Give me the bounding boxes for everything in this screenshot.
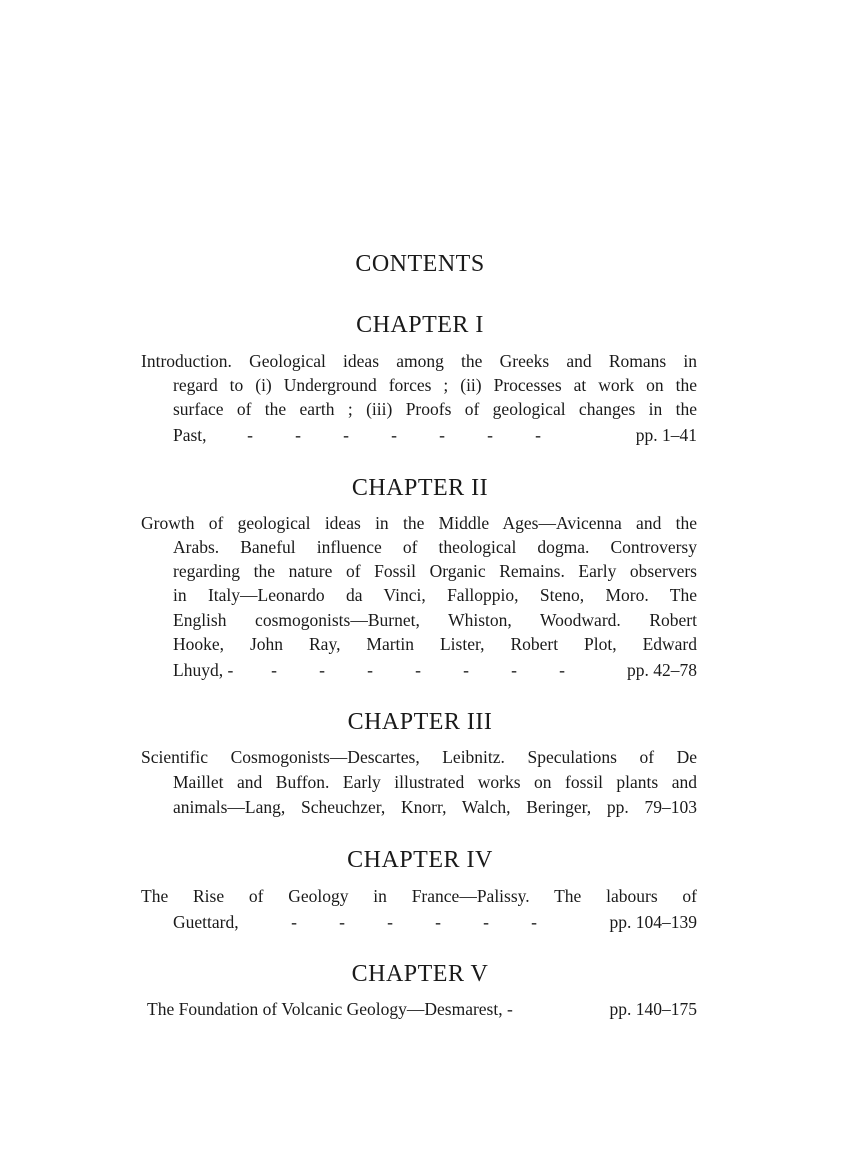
chapter-2-line-1: Growth of geological ideas in the Middle Ages—Avicenna and the (141, 513, 697, 533)
chapter-4-heading: CHAPTER IV (347, 847, 493, 873)
chapter-2-heading: CHAPTER II (351, 475, 489, 501)
chapter-2-leader-dots: - - - - - - - (271, 660, 565, 680)
chapter-2-line-4: in Italy—Leonardo da Vinci, Falloppio, Steno, Moro. The (173, 585, 697, 605)
chapter-1-leader-dots: - - - - - - - (247, 425, 541, 445)
chapter-3-heading: CHAPTER III (347, 709, 493, 735)
chapter-3-line-3: animals—Lang, Scheuchzer, Knorr, Walch, Beringer, pp. 79–103 (173, 797, 697, 817)
chapter-2-line-3: regarding the nature of Fossil Organic Remains. Early observers (173, 561, 697, 581)
chapter-1-line-1: Introduction. Geological ideas among the Greeks and Romans in (141, 351, 697, 371)
chapter-1-heading: CHAPTER I (356, 312, 484, 338)
chapter-2-pages: pp. 42–78 (627, 660, 697, 680)
chapter-1-last-text: Past, (173, 425, 207, 445)
chapter-4-last-text: Guettard, (173, 912, 239, 932)
chapter-5-pages: pp. 140–175 (609, 999, 697, 1019)
chapter-4-leader-dots: - - - - - - (291, 912, 537, 932)
chapter-3-line-1: Scientific Cosmogonists—Descartes, Leibnitz. Speculations of De (141, 747, 697, 767)
chapter-3-line-2: Maillet and Buffon. Early illustrated works on fossil plants and (173, 772, 697, 792)
chapter-2-last-text: Lhuyd, - (173, 660, 234, 680)
page-title: CONTENTS (355, 251, 485, 277)
chapter-4-pages: pp. 104–139 (609, 912, 697, 932)
chapter-2-line-2: Arabs. Baneful influence of theological dogma. Controversy (173, 537, 697, 557)
chapter-2-line-5: English cosmogonists—Burnet, Whiston, Woodward. Robert (173, 610, 697, 630)
chapter-1-line-3: surface of the earth ; (iii) Proofs of geological changes in the (173, 399, 697, 419)
chapter-1-pages: pp. 1–41 (635, 425, 697, 445)
chapter-2-line-6: Hooke, John Ray, Martin Lister, Robert Plot, Edward (173, 634, 697, 654)
chapter-1-line-2: regard to (i) Underground forces ; (ii) Processes at work on the (173, 375, 697, 395)
chapter-5-heading: CHAPTER V (351, 961, 489, 987)
chapter-5-last-text: The Foundation of Volcanic Geology—Desmarest, - (147, 999, 513, 1019)
chapter-4-line-1: The Rise of Geology in France—Palissy. The labours of (141, 886, 697, 906)
